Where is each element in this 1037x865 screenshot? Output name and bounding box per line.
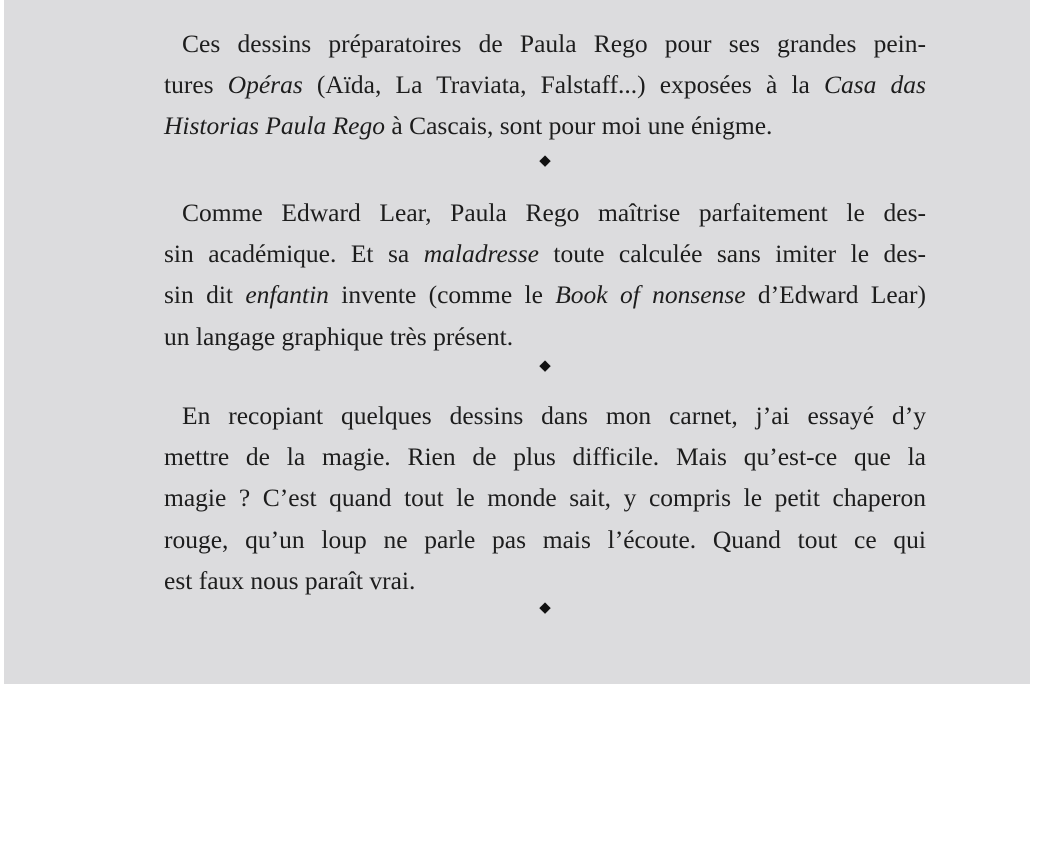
diamond-ornament-2: ◆ — [539, 356, 551, 374]
text-run: (Aïda, La Traviata, Falstaff...) exposées à la — [302, 70, 824, 100]
text-run: sin académique. Et sa — [164, 239, 424, 269]
text-run: En recopiant quelques dessins dans mon carnet, j’ai essayé d’y — [182, 401, 926, 430]
text-run: est faux nous paraît vrai. — [164, 565, 416, 595]
italic-text: Historias Paula Rego — [164, 111, 385, 141]
text-line — [164, 436, 926, 477]
text-line — [164, 105, 926, 146]
paragraph-3 — [164, 395, 926, 601]
text-run: un langage graphique très présent. — [164, 321, 514, 351]
diamond-ornament-1: ◆ — [539, 151, 551, 169]
text-run: rouge, qu’un loup ne parle pas mais l’écoute. Quand tout ce qui — [164, 524, 926, 554]
text-line — [164, 519, 926, 560]
italic-text: Casa das — [823, 70, 926, 100]
text-line — [164, 316, 926, 357]
text-line — [164, 477, 926, 518]
italic-text: enfantin — [245, 280, 329, 310]
italic-text: maladresse — [423, 239, 539, 269]
text-run: mettre de la magie. Rien de plus difficile. Mais qu’est-ce que la — [164, 442, 926, 472]
text-run: à Cascais, sont pour moi une énigme. — [385, 111, 773, 141]
text-line — [164, 274, 926, 315]
text-line — [164, 64, 926, 105]
paragraph-2 — [164, 192, 926, 357]
diamond-ornament-3: ◆ — [539, 598, 551, 616]
paragraph-1 — [164, 23, 926, 147]
text-line — [164, 192, 926, 233]
text-run: d’Edward Lear) — [745, 280, 926, 310]
text-line — [164, 395, 926, 436]
text-run: invente (comme le — [328, 280, 556, 310]
text-run: Ces dessins préparatoires de Paula Rego pour ses grandes pein- — [182, 29, 926, 58]
text-run: sin dit — [164, 280, 246, 310]
text-run: magie ? C’est quand tout le monde sait, y compris le petit chaperon — [164, 483, 926, 513]
text-line — [164, 233, 926, 274]
italic-text: Book of nonsense — [555, 280, 746, 310]
text-line — [164, 560, 926, 601]
italic-text: Opéras — [227, 70, 303, 100]
text-run: Comme Edward Lear, Paula Rego maîtrise parfaitement le des- — [182, 198, 926, 227]
text-run: tures — [164, 70, 228, 100]
text-line — [164, 23, 926, 64]
text-run: toute calculée sans imiter le des- — [538, 239, 927, 269]
